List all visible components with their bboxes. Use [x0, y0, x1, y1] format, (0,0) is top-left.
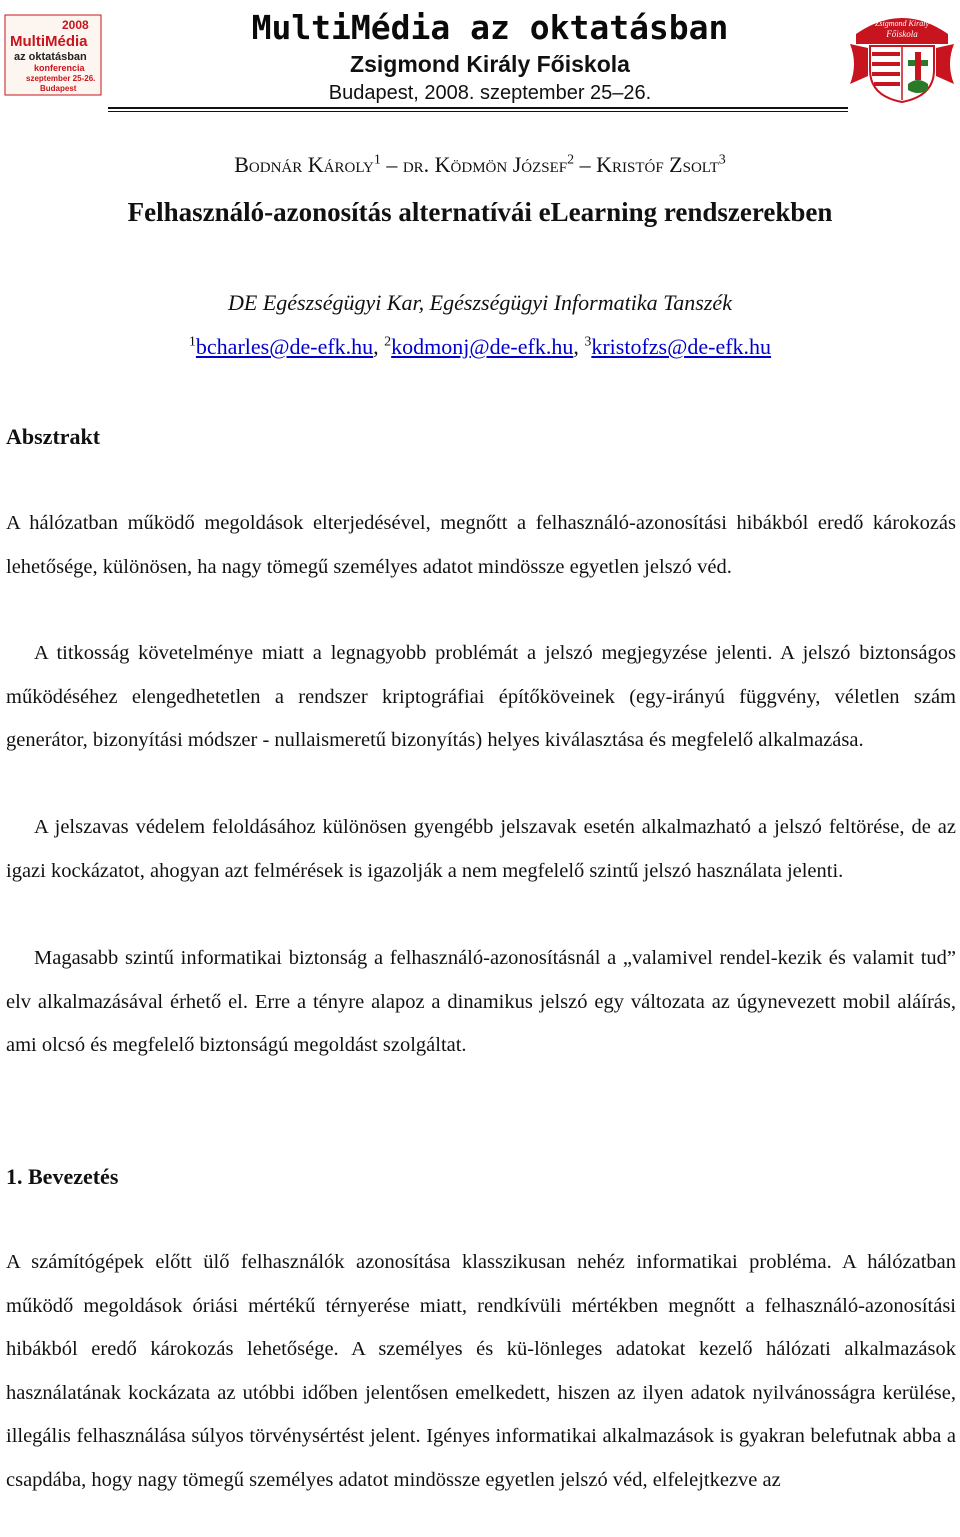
page-header [0, 0, 960, 112]
abstract-heading: Absztrakt [6, 424, 101, 449]
abstract-paragraph-1 [6, 502, 956, 589]
author-1: Bodnár Károly [234, 152, 374, 177]
abstract-paragraph-4 [6, 937, 956, 1068]
logo-year: 2008 [62, 18, 89, 32]
email-separator: , [373, 334, 385, 359]
conference-logo [4, 14, 102, 96]
logo-line4: Budapest [40, 84, 77, 93]
crest-line1: Zsigmond Király [874, 19, 930, 28]
email-1-sup: 1 [188, 334, 196, 350]
abstract-p4-text: Magasabb szintű informatikai biztonság a felhasználó-azonosításnál a „valamivel rendel-kezik és valamit tud” elv alkalmazásával érhető el. Erre a tényre alapoz a dinamikus jelszó egy változata az úgynevezett mobil aláírás, ami olcsó és megfelelő biztonságú megoldást szolgáltat. [6, 947, 956, 1056]
institution-name: Zsigmond Király Főiskola [350, 51, 630, 77]
abstract-paragraph-3 [6, 806, 956, 893]
email-link-1[interactable]: bcharles@de-efk.hu [195, 334, 374, 359]
author-1-sup: 1 [373, 152, 381, 168]
author-2-sup: 2 [567, 152, 575, 168]
logo-line3: szeptember 25-26. [26, 74, 96, 83]
author-separator: – [579, 152, 591, 177]
abstract-p2-text: A titkosság követelménye miatt a legnagyobb problémát a jelszó megjegyzése jelenti. A jelszó biztonságos működéséhez elengedhetetlen a rendszer kriptográfiai építőköveinek (egy-irányú függvény, véletlen szám generátor, bizonyítási módszer - nullaismeretű bizonyítás) helyes kiválasztása és megfelelő alkalmazása. [6, 642, 956, 751]
college-crest-logo [848, 4, 956, 104]
email-separator: , [573, 334, 585, 359]
author-separator: – [386, 152, 398, 177]
crest-icon [848, 4, 956, 104]
author-emails [0, 334, 960, 360]
conference-title: MultiMédia az oktatásban [251, 8, 729, 47]
header-rule [108, 107, 848, 109]
section-1-heading: 1. Bevezetés [6, 1164, 119, 1189]
logo-line1: az oktatásban [14, 51, 87, 63]
email-link-3[interactable]: kristofzs@de-efk.hu [591, 334, 772, 359]
logo-brand: MultiMédia [10, 33, 88, 50]
email-3-sup: 3 [584, 334, 592, 350]
author-2: dr. Ködmön József [402, 152, 568, 177]
crest-line2: Főiskola [886, 29, 918, 39]
author-3: Kristóf Zsolt [596, 152, 719, 177]
conference-logo-graphic [4, 14, 102, 96]
paper-title: Felhasználó-azonosítás alternatívái eLearning rendszerekben [127, 197, 833, 227]
conference-location-date: Budapest, 2008. szeptember 25–26. [328, 82, 652, 104]
abstract-p1-text: A hálózatban működő megoldások elterjedésével, megnőtt a felhasználó-azonosítási hibákból eredő károkozás lehetősége, különösen, ha nagy tömegű személyes adatot mindössze egyetlen jelszó véd. [6, 512, 956, 578]
section-1-paragraph [6, 1241, 956, 1502]
abstract-p3-text: A jelszavas védelem feloldásához különösen gyengébb jelszavak esetén alkalmazható a jelszó feltörése, de az igazi kockázatot, ahogyan azt felmérések is igazolják a nem megfelelő szintű jelszó használata jelenti. [6, 816, 956, 882]
author-3-sup: 3 [718, 152, 726, 168]
header-rule-thin [108, 111, 848, 112]
email-link-2[interactable]: kodmonj@de-efk.hu [391, 334, 574, 359]
author-line [0, 152, 960, 178]
section-1-p1-text: A számítógépek előtt ülő felhasználók azonosítása klasszikusan nehéz informatikai probléma. A hálózatban működő megoldások óriási mértékű térnyerése miatt, rendkívüli mértékben megnőtt a felhasználó-azonosítási hibákból eredő károkozás lehetősége. A személyes és kü-lönleges adatokat kezelő hálózati alkalmazások használatának kockázata az utóbbi időben jelentősen emelkedett, hiszen az ilyen adatok nyilvánosságra kerülése, illegális felhasználása súlyos törvénysértést jelent. Igényes informatikai alkalmazások is gyakran belefutnak abba a csapdába, hogy nagy tömegű személyes adatot mindössze egyetlen jelszó véd, elfelejtkezve az [6, 1251, 956, 1491]
abstract-paragraph-2 [6, 632, 956, 763]
email-2-sup: 2 [384, 334, 392, 350]
logo-line2: konferencia [34, 63, 85, 73]
affiliation: DE Egészségügyi Kar, Egészségügyi Informatika Tanszék [228, 290, 732, 315]
